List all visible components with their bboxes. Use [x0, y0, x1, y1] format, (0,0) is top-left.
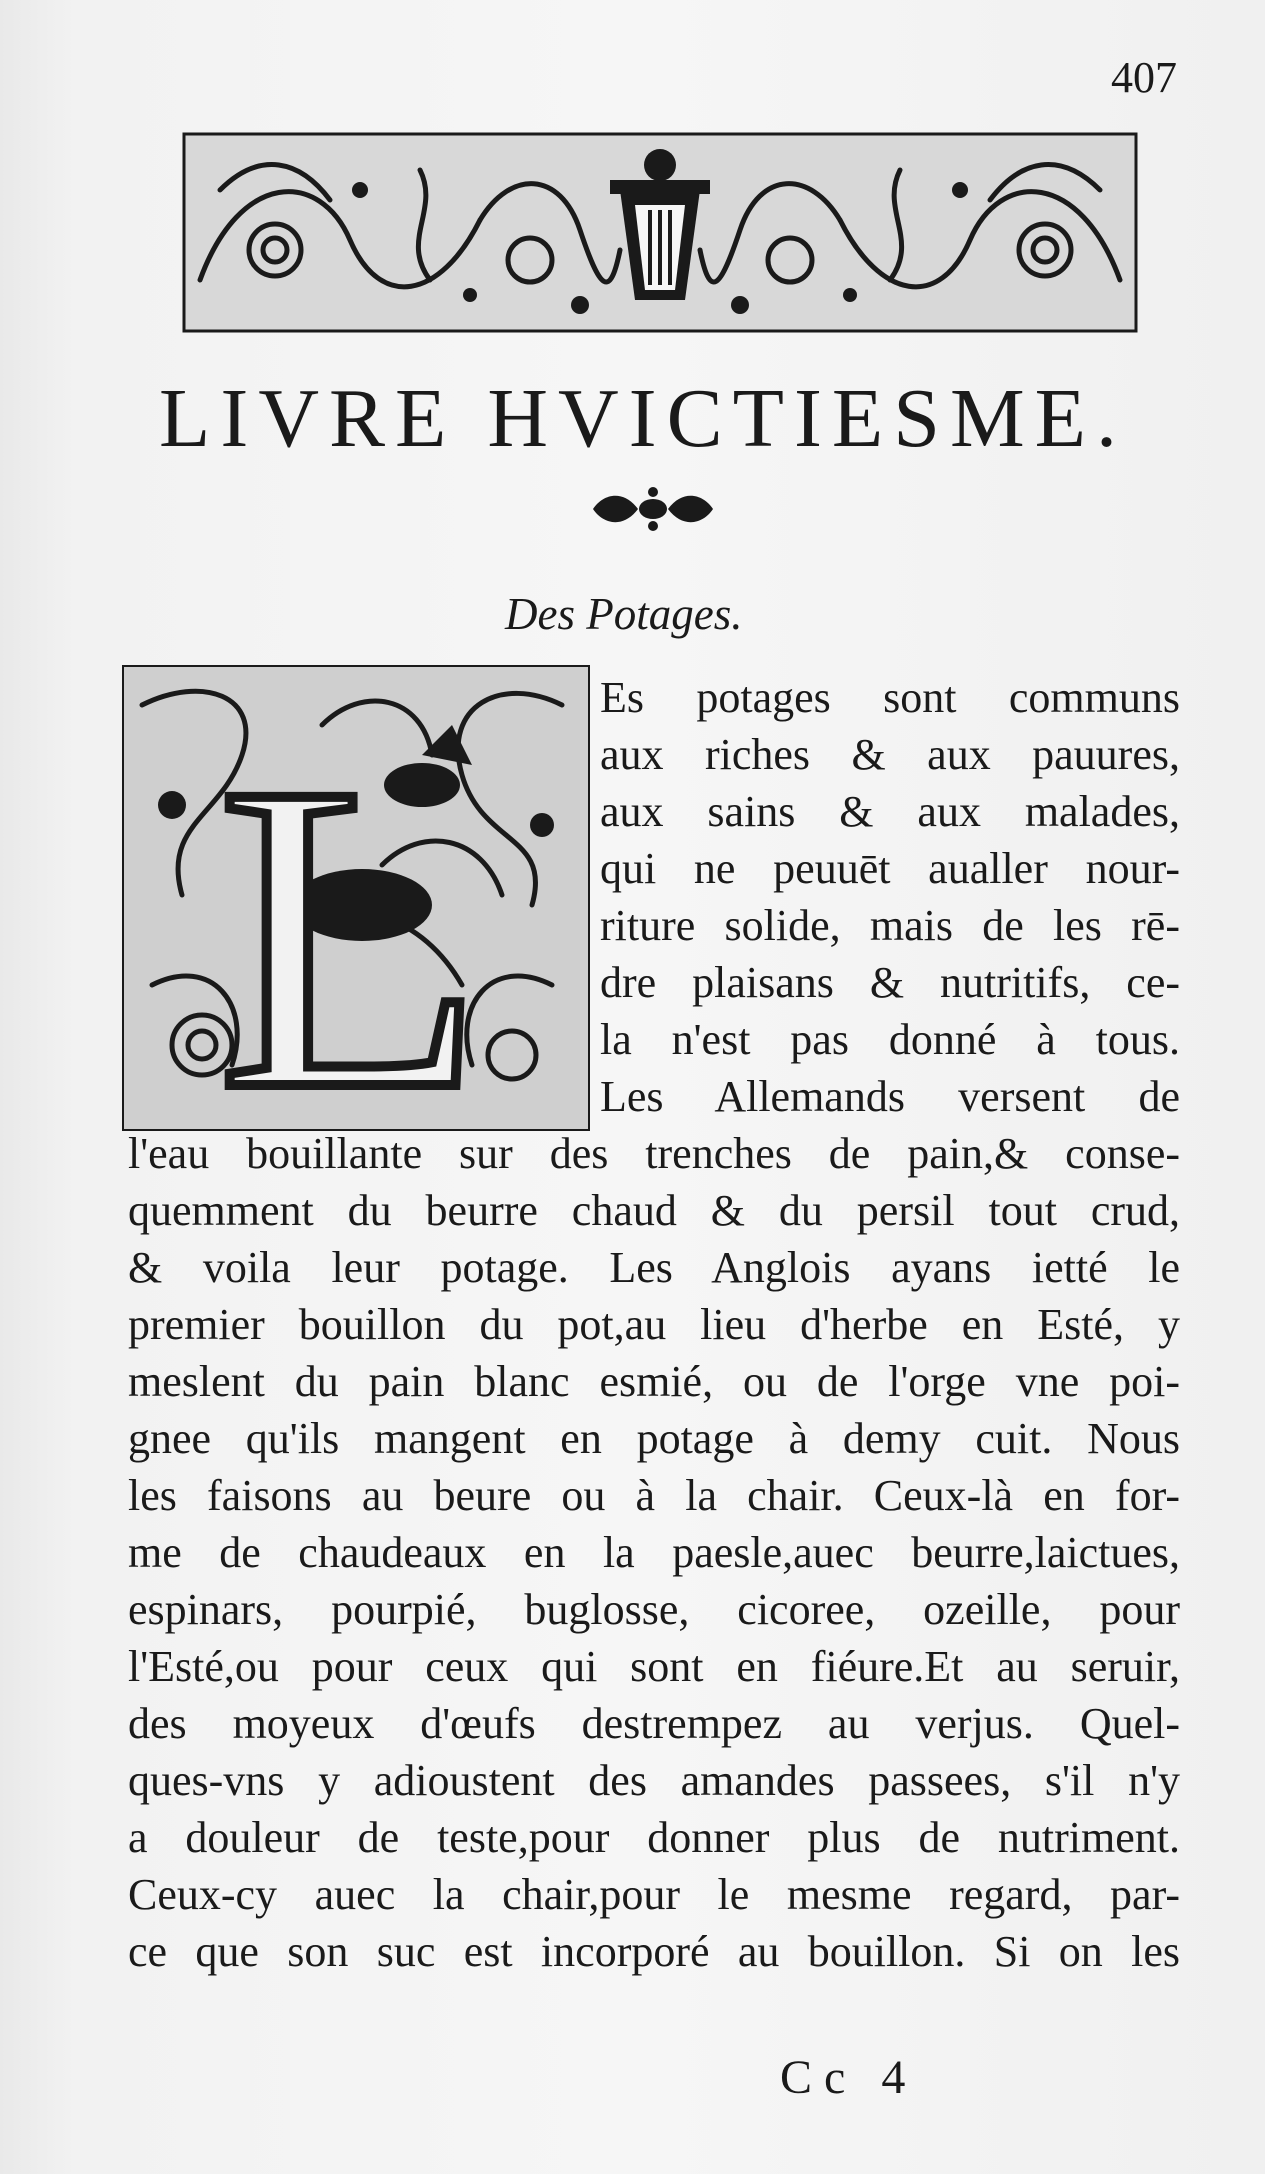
text-line: Les Allemands versent de	[600, 1072, 1180, 1121]
text-line: la n'est pas donné à tous.	[600, 1015, 1180, 1064]
section-title: Des Potages.	[505, 589, 743, 639]
text-line: ce que son suc est incorporé au bouillon. Si on les	[128, 1927, 1180, 1976]
text-line: aux sains & aux malades,	[600, 787, 1180, 836]
text-line: Ceux-cy auec la chair,pour le mesme regard, par-	[128, 1870, 1180, 1919]
ornamental-headpiece	[180, 130, 1140, 335]
text-line: quemment du beurre chaud & du persil tout crud,	[128, 1186, 1180, 1235]
fleuron-ornament	[588, 484, 718, 534]
text-line: Es potages sont communs	[600, 673, 1180, 722]
text-line: l'Esté,ou pour ceux qui sont en fiéure.Et au seruir,	[128, 1642, 1180, 1691]
text-line: espinars, pourpié, buglosse, cicoree, ozeille, pour	[128, 1585, 1180, 1634]
text-line: qui ne peuuēt aualler nour-	[600, 844, 1180, 893]
gathering-signature: Cc 4	[780, 2051, 918, 2104]
text-line: a douleur de teste,pour donner plus de nutriment.	[128, 1813, 1180, 1862]
text-line: & voila leur potage. Les Anglois ayans ietté le	[128, 1243, 1180, 1292]
text-line: l'eau bouillante sur des trenches de pain,& conse-	[128, 1129, 1180, 1178]
decorated-initial	[122, 665, 590, 1131]
text-line: me de chaudeaux en la paesle,auec beurre,laictues,	[128, 1528, 1180, 1577]
text-line: ques-vns y adioustent des amandes passees, s'il n'y	[128, 1756, 1180, 1805]
text-line: gnee qu'ils mangent en potage à demy cuit. Nous	[128, 1414, 1180, 1463]
text-line: premier bouillon du pot,au lieu d'herbe en Esté, y	[128, 1300, 1180, 1349]
text-line: dre plaisans & nutritifs, ce-	[600, 958, 1180, 1007]
book-title: LIVRE HVICTIESME.	[159, 372, 1127, 465]
text-line: aux riches & aux pauures,	[600, 730, 1180, 779]
text-line: des moyeux d'œufs destrempez au verjus. Quel-	[128, 1699, 1180, 1748]
text-line: les faisons au beure ou à la chair. Ceux-là en for-	[128, 1471, 1180, 1520]
dropcap-letter: L	[217, 694, 486, 1131]
text-line: riture solide, mais de les rē-	[600, 901, 1180, 950]
page-number: 407	[1111, 53, 1177, 102]
text-line: meslent du pain blanc esmié, ou de l'orge vne poi-	[128, 1357, 1180, 1406]
